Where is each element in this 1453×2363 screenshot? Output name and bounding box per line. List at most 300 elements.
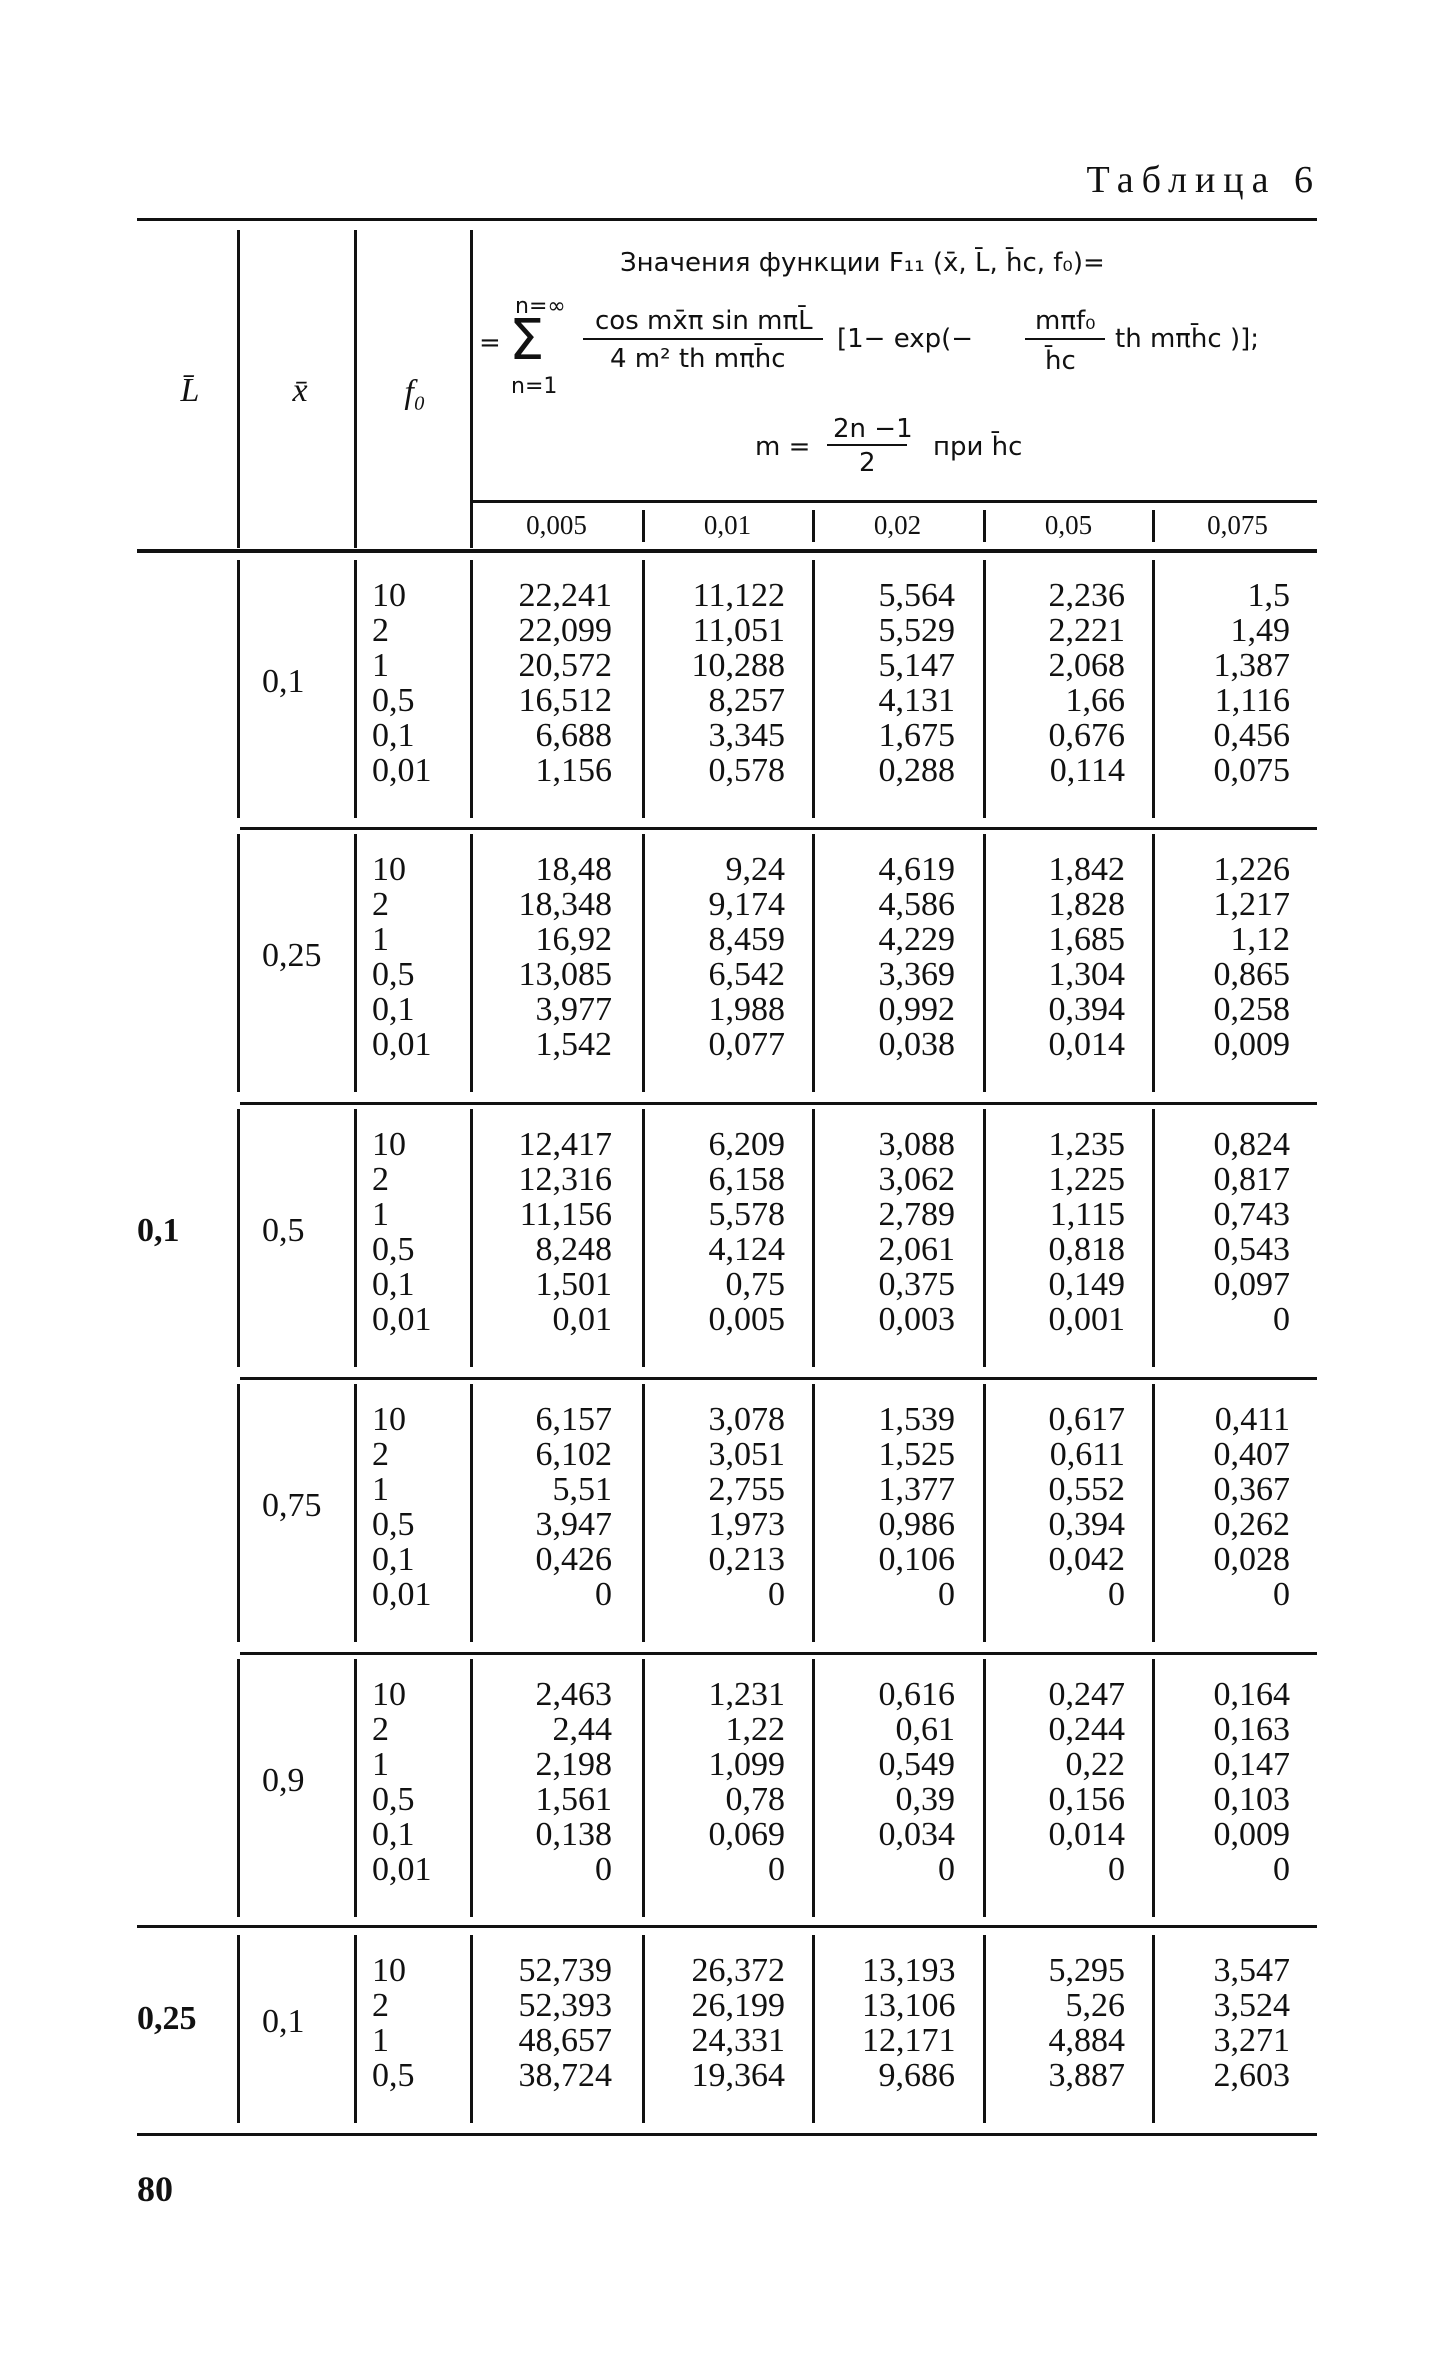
table-cell: 0,042 (1048, 1541, 1125, 1578)
f0-divider (354, 1384, 357, 1642)
table-cell: 0,549 (878, 1746, 955, 1783)
table-cell: 0 (595, 1851, 612, 1888)
block-separator (137, 1925, 1317, 1928)
value-column-divider (812, 560, 815, 818)
table-cell: 6,102 (535, 1436, 612, 1473)
table-cell: 19,364 (691, 2057, 785, 2094)
table-cell: 12,316 (518, 1161, 612, 1198)
value-column (505, 1127, 612, 1337)
m-numerator: 2n −1 (833, 414, 913, 444)
table-cell: 1,675 (878, 717, 955, 754)
table-cell: 1,525 (878, 1436, 955, 1473)
table-cell: 0,147 (1213, 1746, 1290, 1783)
f0-value: 0,5 (372, 1231, 415, 1268)
table-cell: 0,244 (1048, 1711, 1125, 1748)
table-cell: 0,426 (535, 1541, 612, 1578)
x-divider (237, 834, 240, 1092)
table-cell: 0,986 (878, 1506, 955, 1543)
value-column (505, 578, 612, 788)
table-cell: 1,231 (708, 1676, 785, 1713)
table-cell: 22,241 (518, 577, 612, 614)
table-cell: 0,824 (1213, 1126, 1290, 1163)
sigma-symbol: Σ (509, 308, 545, 373)
table-cell: 5,51 (552, 1471, 612, 1508)
table-cell: 16,512 (518, 682, 612, 719)
table-cell: 0 (1108, 1576, 1125, 1613)
table-cell: 0,103 (1213, 1781, 1290, 1818)
header-f0-label: f₀ (404, 374, 426, 411)
f0-value: 1 (372, 1746, 389, 1783)
header-formula-rule (472, 500, 1317, 503)
formula-title: Значения функции F₁₁ (x̄, L̄, h̄c, f₀)= (620, 248, 1105, 278)
table-cell: 1,685 (1048, 921, 1125, 958)
f0-column (372, 1402, 432, 1612)
value-column (505, 1402, 612, 1612)
block-separator (240, 1652, 1317, 1655)
value-column (505, 852, 612, 1062)
table-cell: 0,578 (708, 752, 785, 789)
f0-column (372, 1677, 432, 1887)
fraction-bar (583, 338, 823, 340)
table-cell: 1,217 (1213, 886, 1290, 923)
f0-value: 0,5 (372, 1781, 415, 1818)
value-column-divider (812, 1384, 815, 1642)
m-definition: m = (755, 432, 811, 462)
table-cell: 5,564 (878, 577, 955, 614)
table-cell: 18,348 (518, 886, 612, 923)
value-column (862, 1402, 955, 1612)
table-cell: 0,005 (708, 1301, 785, 1338)
table-cell: 3,947 (535, 1506, 612, 1543)
f0-value: 2 (372, 1987, 389, 2024)
table-cell: 0,034 (878, 1816, 955, 1853)
value-column-divider (812, 834, 815, 1092)
x-value: 0,9 (262, 1762, 305, 1799)
table-cell: 0,865 (1213, 956, 1290, 993)
table-cell: 0,743 (1213, 1196, 1290, 1233)
table-cell: 8,459 (708, 921, 785, 958)
table-cell: 4,229 (878, 921, 955, 958)
table-cell: 9,24 (725, 851, 785, 888)
table-cell: 3,887 (1048, 2057, 1125, 2094)
table-cell: 1,387 (1213, 647, 1290, 684)
value-column (1193, 1127, 1290, 1337)
value-column (675, 1127, 785, 1337)
table-cell: 1,235 (1048, 1126, 1125, 1163)
table-cell: 1,561 (535, 1781, 612, 1818)
value-column-divider (812, 1109, 815, 1367)
table-cell: 0 (768, 1576, 785, 1613)
table-cell: 9,174 (708, 886, 785, 923)
bracket-right: th mπh̄c )]; (1115, 324, 1260, 354)
value-column (1193, 578, 1290, 788)
value-column (1030, 1127, 1125, 1337)
table-cell: 3,271 (1213, 2022, 1290, 2059)
f0-value: 0,1 (372, 1541, 415, 1578)
table-cell: 0,163 (1213, 1711, 1290, 1748)
table-cell: 1,099 (708, 1746, 785, 1783)
table-cell: 24,331 (691, 2022, 785, 2059)
table-cell: 1,988 (708, 991, 785, 1028)
value-column-divider (642, 1659, 645, 1917)
table-cell: 2,463 (535, 1676, 612, 1713)
table-caption: Таблица 6 (1086, 159, 1321, 201)
table-cell: 2,603 (1213, 2057, 1290, 2094)
table-cell: 22,099 (518, 612, 612, 649)
values-divider (470, 560, 473, 818)
fraction-numerator: cos mx̄π sin mπL̄ (595, 306, 813, 336)
table-cell: 38,724 (518, 2057, 612, 2094)
table-cell: 0,213 (708, 1541, 785, 1578)
sum-lower-limit: n=1 (511, 374, 558, 399)
value-column (675, 1953, 785, 2093)
f0-value: 0,1 (372, 991, 415, 1028)
value-column (1193, 1402, 1290, 1612)
f0-value: 0,01 (372, 752, 432, 789)
values-divider (470, 1384, 473, 1642)
f0-value: 2 (372, 1161, 389, 1198)
f0-value: 1 (372, 1196, 389, 1233)
x-divider (237, 560, 240, 818)
l-value: 0,25 (137, 2000, 197, 2037)
value-column-divider (983, 834, 986, 1092)
values-divider (470, 1935, 473, 2123)
m-fraction-bar (827, 444, 907, 446)
table-cell: 2,198 (535, 1746, 612, 1783)
table-cell: 8,248 (535, 1231, 612, 1268)
table-cell: 0,01 (552, 1301, 612, 1338)
value-column-divider (812, 1935, 815, 2123)
value-column (1193, 1677, 1290, 1887)
f0-value: 0,1 (372, 1266, 415, 1303)
value-column-divider (642, 1935, 645, 2123)
header-bottom-rule (137, 549, 1317, 553)
value-column-divider (642, 1384, 645, 1642)
value-column (862, 1127, 955, 1337)
table-cell: 18,48 (535, 851, 612, 888)
inner-denominator: h̄c (1045, 346, 1076, 376)
value-column (505, 1677, 612, 1887)
table-cell: 0,616 (878, 1676, 955, 1713)
value-column-divider (1152, 1659, 1155, 1917)
table-cell: 1,22 (725, 1711, 785, 1748)
m-denominator: 2 (859, 448, 876, 478)
table-cell: 1,542 (535, 1026, 612, 1063)
table-cell: 1,12 (1230, 921, 1290, 958)
f0-divider (354, 1109, 357, 1367)
table-cell: 0,617 (1048, 1401, 1125, 1438)
header-divider-1 (237, 230, 240, 548)
table-cell: 6,209 (708, 1126, 785, 1163)
table-cell: 52,739 (518, 1952, 612, 1989)
table-cell: 0,543 (1213, 1231, 1290, 1268)
value-column-divider (642, 560, 645, 818)
table-cell: 4,619 (878, 851, 955, 888)
value-column-divider (642, 1109, 645, 1367)
table-cell: 5,578 (708, 1196, 785, 1233)
x-value: 0,5 (262, 1212, 305, 1249)
table-cell: 6,158 (708, 1161, 785, 1198)
table-cell: 13,085 (518, 956, 612, 993)
table-cell: 0,247 (1048, 1676, 1125, 1713)
table-cell: 0,552 (1048, 1471, 1125, 1508)
table-cell: 0,003 (878, 1301, 955, 1338)
table-cell: 0,001 (1048, 1301, 1125, 1338)
table-cell: 1,501 (535, 1266, 612, 1303)
table-cell: 10,288 (691, 647, 785, 684)
table-cell: 0,156 (1048, 1781, 1125, 1818)
table-cell: 13,106 (862, 1987, 956, 2024)
table-cell: 1,116 (1214, 682, 1290, 719)
table-cell: 0,367 (1213, 1471, 1290, 1508)
table-cell: 1,539 (878, 1401, 955, 1438)
table-cell: 0,22 (1065, 1746, 1125, 1783)
table-cell: 3,078 (708, 1401, 785, 1438)
table-cell: 0 (1108, 1851, 1125, 1888)
table-cell: 2,755 (708, 1471, 785, 1508)
x-value: 0,1 (262, 2003, 305, 2040)
f0-value: 1 (372, 921, 389, 958)
table-cell: 26,372 (691, 1952, 785, 1989)
value-column (675, 852, 785, 1062)
table-cell: 3,345 (708, 717, 785, 754)
f0-value: 10 (372, 851, 406, 888)
x-value: 0,1 (262, 663, 305, 700)
table-cell: 3,062 (878, 1161, 955, 1198)
table-cell: 0,456 (1213, 717, 1290, 754)
table-cell: 0,009 (1213, 1026, 1290, 1063)
value-column-divider (1152, 560, 1155, 818)
table-cell: 4,586 (878, 886, 955, 923)
header-divider-2 (354, 230, 357, 548)
values-divider (470, 1109, 473, 1367)
table-cell: 1,225 (1048, 1161, 1125, 1198)
hc-value-1: 0,005 (526, 510, 587, 540)
table-cell: 12,417 (518, 1126, 612, 1163)
table-cell: 0,038 (878, 1026, 955, 1063)
value-column (1030, 1402, 1125, 1612)
table-cell: 3,051 (708, 1436, 785, 1473)
table-cell: 0 (768, 1851, 785, 1888)
block-separator (240, 827, 1317, 830)
table-cell: 52,393 (518, 1987, 612, 2024)
f0-divider (354, 1935, 357, 2123)
table-cell: 26,199 (691, 1987, 785, 2024)
table-cell: 2,061 (878, 1231, 955, 1268)
f0-value: 0,01 (372, 1576, 432, 1613)
value-column-divider (983, 1384, 986, 1642)
table-cell: 0,78 (725, 1781, 785, 1818)
table-cell: 0,014 (1048, 1816, 1125, 1853)
table-cell: 0,407 (1213, 1436, 1290, 1473)
table-cell: 5,295 (1048, 1952, 1125, 1989)
x-divider (237, 1935, 240, 2123)
table-cell: 11,051 (692, 612, 785, 649)
value-column-divider (983, 1935, 986, 2123)
f0-value: 10 (372, 1952, 406, 1989)
values-divider (470, 834, 473, 1092)
f0-column (372, 852, 432, 1062)
value-column (1193, 1953, 1290, 2093)
table-cell: 0,375 (878, 1266, 955, 1303)
f0-column (372, 578, 432, 788)
f0-value: 2 (372, 612, 389, 649)
table-cell: 11,156 (519, 1196, 612, 1233)
table-cell: 3,524 (1213, 1987, 1290, 2024)
bracket-left: [1− exp(− (837, 324, 974, 354)
table-cell: 0,075 (1213, 752, 1290, 789)
value-column-divider (1152, 834, 1155, 1092)
hc-value-5: 0,075 (1207, 510, 1268, 540)
table-cell: 0,138 (535, 1816, 612, 1853)
table-cell: 0 (938, 1851, 955, 1888)
table-cell: 0,014 (1048, 1026, 1125, 1063)
table-cell: 0,992 (878, 991, 955, 1028)
table-cell: 0,069 (708, 1816, 785, 1853)
pri-hc-label: при h̄c (933, 432, 1023, 462)
value-column (1030, 1677, 1125, 1887)
x-divider (237, 1659, 240, 1917)
table-cell: 3,547 (1213, 1952, 1290, 1989)
table-cell: 20,572 (518, 647, 612, 684)
f0-value: 10 (372, 1401, 406, 1438)
value-column (862, 852, 955, 1062)
value-column-divider (812, 1659, 815, 1917)
table-cell: 0 (1273, 1851, 1290, 1888)
table-cell: 6,157 (535, 1401, 612, 1438)
value-column (1030, 578, 1125, 788)
table-cell: 0 (1273, 1301, 1290, 1338)
table-cell: 4,124 (708, 1231, 785, 1268)
table-cell: 0,164 (1213, 1676, 1290, 1713)
f0-value: 2 (372, 886, 389, 923)
value-column (862, 1953, 955, 2093)
table-cell: 1,49 (1230, 612, 1290, 649)
table-cell: 5,26 (1065, 1987, 1125, 2024)
header-formula (475, 238, 1315, 488)
table-cell: 2,789 (878, 1196, 955, 1233)
f0-value: 10 (372, 1126, 406, 1163)
table-cell: 6,688 (535, 717, 612, 754)
table-cell: 3,369 (878, 956, 955, 993)
table-cell: 0,258 (1213, 991, 1290, 1028)
table-cell: 0,106 (878, 1541, 955, 1578)
table-cell: 0,114 (1049, 752, 1125, 789)
l-value: 0,1 (137, 1212, 180, 1249)
value-column (675, 1677, 785, 1887)
f0-value: 2 (372, 1436, 389, 1473)
table-cell: 0,009 (1213, 1816, 1290, 1853)
value-column (862, 1677, 955, 1887)
table-cell: 0 (938, 1576, 955, 1613)
fraction-denominator: 4 m² th mπh̄c (610, 344, 786, 374)
x-value: 0,25 (262, 937, 322, 974)
table-cell: 16,92 (535, 921, 612, 958)
f0-value: 2 (372, 1711, 389, 1748)
f0-value: 0,5 (372, 956, 415, 993)
table-cell: 9,686 (878, 2057, 955, 2094)
table-cell: 0,818 (1048, 1231, 1125, 1268)
table-cell: 0,028 (1213, 1541, 1290, 1578)
value-column-divider (1152, 1384, 1155, 1642)
values-divider (470, 1659, 473, 1917)
x-value: 0,75 (262, 1487, 322, 1524)
table-cell: 2,221 (1048, 612, 1125, 649)
table-cell: 13,193 (862, 1952, 956, 1989)
table-cell: 4,131 (878, 682, 955, 719)
table-cell: 1,226 (1213, 851, 1290, 888)
value-column (505, 1953, 612, 2093)
inner-numerator: mπf₀ (1035, 306, 1096, 336)
page-number: 80 (137, 2169, 173, 2209)
f0-value: 10 (372, 577, 406, 614)
header-divider-3 (470, 230, 473, 548)
table-cell: 48,657 (518, 2022, 612, 2059)
inner-fraction-bar (1025, 338, 1105, 340)
table-cell: 0,39 (895, 1781, 955, 1818)
f0-value: 0,01 (372, 1026, 432, 1063)
hc-value-3: 0,02 (873, 510, 922, 540)
block-separator (240, 1377, 1317, 1380)
f0-value: 10 (372, 1676, 406, 1713)
table-cell: 3,977 (535, 991, 612, 1028)
f0-value: 0,1 (372, 1816, 415, 1853)
header-l-label: L̄ (180, 372, 200, 409)
f0-divider (354, 1659, 357, 1917)
table-cell: 0,676 (1048, 717, 1125, 754)
f0-value: 1 (372, 2022, 389, 2059)
f0-value: 0,5 (372, 2057, 415, 2094)
value-column (1030, 852, 1125, 1062)
table-cell: 2,068 (1048, 647, 1125, 684)
table-cell: 0,611 (1049, 1436, 1125, 1473)
table-cell: 8,257 (708, 682, 785, 719)
f0-value: 0,01 (372, 1301, 432, 1338)
value-column (675, 1402, 785, 1612)
table-cell: 0,288 (878, 752, 955, 789)
f0-divider (354, 560, 357, 818)
table-cell: 1,828 (1048, 886, 1125, 923)
table-cell: 0 (1273, 1576, 1290, 1613)
table-cell: 3,088 (878, 1126, 955, 1163)
table-cell: 5,529 (878, 612, 955, 649)
table-cell: 0,394 (1048, 1506, 1125, 1543)
table-cell: 5,147 (878, 647, 955, 684)
table-cell: 0,077 (708, 1026, 785, 1063)
table-cell: 1,304 (1048, 956, 1125, 993)
header-x-label: x̄ (292, 372, 308, 409)
value-column (675, 578, 785, 788)
table-top-rule (137, 218, 1317, 221)
equals-sign: = (479, 328, 501, 358)
table-bottom-rule (137, 2133, 1317, 2136)
f0-column (372, 1127, 432, 1337)
value-column-divider (642, 834, 645, 1092)
f0-column (372, 1953, 415, 2093)
table-cell: 2,44 (552, 1711, 612, 1748)
table-cell: 0,097 (1213, 1266, 1290, 1303)
table-cell: 1,377 (878, 1471, 955, 1508)
table-cell: 0,817 (1213, 1161, 1290, 1198)
hc-value-4: 0,05 (1044, 510, 1093, 540)
value-column-divider (983, 1109, 986, 1367)
table-cell: 11,122 (692, 577, 785, 614)
table-cell: 2,236 (1048, 577, 1125, 614)
value-column (862, 578, 955, 788)
f0-value: 0,1 (372, 717, 415, 754)
value-column-divider (983, 1659, 986, 1917)
f0-value: 1 (372, 1471, 389, 1508)
